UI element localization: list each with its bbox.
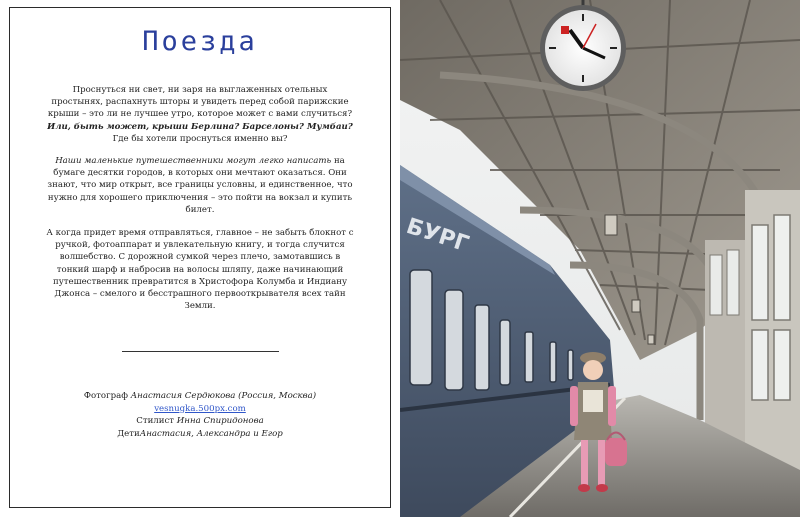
stylist-label: Стилист [136,416,175,426]
photographer-label: Фотограф [83,391,128,401]
paragraph-departure-text: А когда придет время отправляться, главное – не забыть блокнот с ручкой, фотоаппарат и увлекательную книгу, и тогда случится волшебство. С дорожной сумкой через плечо, замотавшись в тонкий шарф и набросив на волосы шляпу, даже начинающий путешественник превратится в Христофора Колумба и Индиану Джонса – смелого и бесстрашного первооткрывателя всех тайн Земли. [46,228,354,312]
kids-names: Анастасия, Александра и Егор [139,428,283,439]
train-station-photo [400,0,800,517]
paragraph-intro-bold: Или, быть может, крыши Берлина? Барселоны? Мумбаи? [47,121,353,132]
photographer-link[interactable]: vesnugka.500px.com [154,403,246,414]
photographer-name: Анастасия Сердюкова (Россия, Москва) [130,391,317,401]
kids-label: Дети [117,428,140,439]
credit-kids [40,428,360,441]
photo-illustration [400,0,800,517]
paragraph-travellers-italic: Наши маленькие путешественники могут легко написать [55,156,332,166]
train-car-lettering: БУРГ [403,213,472,258]
paragraph-departure [46,227,354,312]
divider [122,351,279,352]
stylist-name: Инна Спиридонова [176,416,264,426]
credit-stylist [40,415,360,428]
paragraph-travellers-text: на бумаге десятки городов, в которых они мечтают оказаться. Они знают, что мир открыт, все границы условны, и единственное, что нужно для хорошего приключения – это пойти на вокзал и купить билет. [47,156,353,215]
credit-photographer [40,390,360,403]
paragraph-travellers [46,155,354,216]
paragraph-intro [46,84,354,145]
paragraph-intro-text: Проснуться ни свет, ни заря на выглаженных отельных простынях, распахнуть шторы и увидеть перед собой парижские крыши – это ли не лучшее утро, которое может с вами случиться? [47,85,353,120]
paragraph-intro-end: Где бы хотели проснуться именно вы? [112,133,288,144]
credits [40,390,360,440]
page-title: Поезда [142,26,258,57]
